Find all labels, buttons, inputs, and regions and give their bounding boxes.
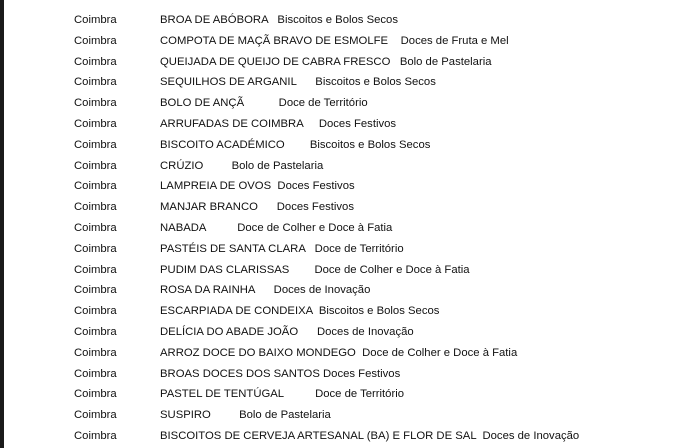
category-cell: Doces Festivos [323, 367, 401, 380]
list-item [0, 280, 678, 301]
district-cell: Coimbra [74, 388, 117, 401]
category-cell: Doce de Território [278, 97, 368, 110]
list-item [0, 384, 678, 405]
product-name: SEQUILHOS DE ARGANIL [160, 76, 297, 89]
product-cell [160, 135, 430, 156]
product-cell [160, 426, 579, 447]
category-cell: Doce de Colher e Doce à Fatia [362, 346, 518, 359]
product-name: BROAS DOCES DOS SANTOS [160, 367, 320, 380]
product-cell [160, 343, 517, 364]
list-item [0, 72, 678, 93]
product-name: PUDIM DAS CLARISSAS [160, 263, 290, 276]
spacer [203, 160, 231, 172]
list-item [0, 405, 678, 426]
product-list [0, 10, 678, 447]
list-item [0, 114, 678, 135]
district-cell: Coimbra [74, 159, 117, 172]
product-cell [160, 176, 355, 197]
spacer [298, 326, 317, 338]
district-cell: Coimbra [74, 180, 117, 193]
category-cell: Biscoitos e Bolos Secos [318, 305, 440, 318]
product-name: ARRUFADAS DE COIMBRA [160, 117, 304, 130]
spacer [244, 97, 279, 109]
product-cell [160, 72, 436, 93]
product-cell [160, 218, 392, 239]
product-name: SUSPIRO [160, 409, 211, 422]
product-name: LAMPREIA DE OVOS [160, 180, 272, 193]
spacer [388, 35, 401, 47]
list-item [0, 218, 678, 239]
product-name: BROA DE ABÓBORA [160, 14, 268, 26]
category-cell: Doce de Território [315, 388, 405, 401]
category-cell: Doces de Fruta e Mel [400, 34, 509, 47]
product-name: BOLO DE ANÇÃ [160, 97, 245, 110]
product-cell [160, 93, 368, 114]
spacer [255, 284, 274, 296]
district-cell: Coimbra [74, 76, 117, 89]
district-cell: Coimbra [74, 34, 117, 47]
spacer [303, 118, 319, 130]
district-cell: Coimbra [74, 201, 117, 214]
spacer [285, 139, 310, 151]
product-cell [160, 384, 404, 405]
product-name: BISCOITOS DE CERVEJA ARTESANAL (BA) E FLOR DE SAL [160, 429, 477, 442]
category-cell: Doce de Colher e Doce à Fatia [314, 263, 470, 276]
list-item [0, 239, 678, 260]
product-cell [160, 156, 323, 177]
product-cell [160, 405, 331, 426]
product-name: QUEIJADA DE QUEIJO DE CABRA FRESCO [160, 55, 391, 68]
product-cell [160, 260, 470, 281]
product-name: COMPOTA DE MAÇÃ BRAVO DE ESMOLFE [160, 34, 389, 47]
product-cell [160, 52, 492, 73]
spacer [258, 201, 277, 213]
product-cell [160, 31, 509, 52]
list-item [0, 31, 678, 52]
product-cell [160, 239, 404, 260]
district-cell: Coimbra [74, 263, 117, 276]
product-name: PASTÉIS DE SANTA CLARA [160, 242, 306, 255]
list-item [0, 364, 678, 385]
list-item [0, 260, 678, 281]
product-name: CRÚZIO [160, 159, 204, 172]
district-cell: Coimbra [74, 221, 117, 234]
product-name: PASTEL DE TENTÚGAL [160, 388, 284, 401]
list-item [0, 426, 678, 447]
list-item [0, 52, 678, 73]
district-cell: Coimbra [74, 138, 117, 151]
product-name: MANJAR BRANCO [160, 201, 258, 214]
spacer [305, 243, 314, 255]
category-cell: Bolo de Pastelaria [231, 159, 324, 172]
list-item [0, 301, 678, 322]
district-cell: Coimbra [74, 325, 117, 338]
product-cell [160, 10, 398, 31]
category-cell: Doces de Inovação [273, 284, 371, 297]
district-cell: Coimbra [74, 117, 117, 130]
product-name: NABADA [160, 221, 206, 234]
category-cell: Biscoitos e Bolos Secos [277, 14, 398, 26]
spacer [296, 76, 315, 88]
product-cell [160, 322, 414, 343]
district-cell: Coimbra [74, 242, 117, 255]
category-cell: Doces Festivos [276, 201, 354, 214]
list-item [0, 10, 678, 31]
list-item [0, 322, 678, 343]
spacer [268, 14, 277, 26]
category-cell: Doces de Inovação [482, 429, 580, 442]
district-cell: Coimbra [74, 284, 117, 297]
spacer [211, 409, 239, 421]
district-cell: Coimbra [74, 14, 117, 26]
category-cell: Doces de Inovação [316, 325, 414, 338]
product-cell [160, 301, 439, 322]
list-item [0, 197, 678, 218]
district-cell: Coimbra [74, 429, 117, 442]
category-cell: Bolo de Pastelaria [399, 55, 492, 68]
district-cell: Coimbra [74, 346, 117, 359]
list-item [0, 176, 678, 197]
product-name: ROSA DA RAINHA [160, 284, 255, 297]
product-name: BISCOITO ACADÉMICO [160, 138, 285, 151]
category-cell: Biscoitos e Bolos Secos [315, 76, 436, 89]
product-name: DELÍCIA DO ABADE JOÃO [160, 325, 299, 338]
district-cell: Coimbra [74, 367, 117, 380]
product-cell [160, 280, 370, 301]
category-cell: Doce de Território [314, 242, 404, 255]
category-cell: Doces Festivos [318, 117, 397, 130]
district-cell: Coimbra [74, 97, 117, 110]
list-item [0, 343, 678, 364]
list-item [0, 156, 678, 177]
spacer [206, 222, 237, 234]
category-cell: Doces Festivos [277, 180, 355, 193]
spacer [284, 388, 315, 400]
category-cell: Bolo de Pastelaria [239, 409, 331, 422]
product-name: ARROZ DOCE DO BAIXO MONDEGO [160, 346, 356, 359]
district-cell: Coimbra [74, 55, 117, 68]
spacer [390, 56, 399, 68]
list-item [0, 135, 678, 156]
product-name: ESCARPIADA DE CONDEIXA [160, 305, 313, 318]
spacer [289, 264, 314, 276]
product-cell [160, 364, 400, 385]
category-cell: Doce de Colher e Doce à Fatia [237, 221, 393, 234]
district-cell: Coimbra [74, 305, 117, 318]
district-cell: Coimbra [74, 409, 117, 422]
list-item [0, 93, 678, 114]
category-cell: Biscoitos e Bolos Secos [309, 138, 431, 151]
product-cell [160, 197, 354, 218]
product-cell [160, 114, 396, 135]
